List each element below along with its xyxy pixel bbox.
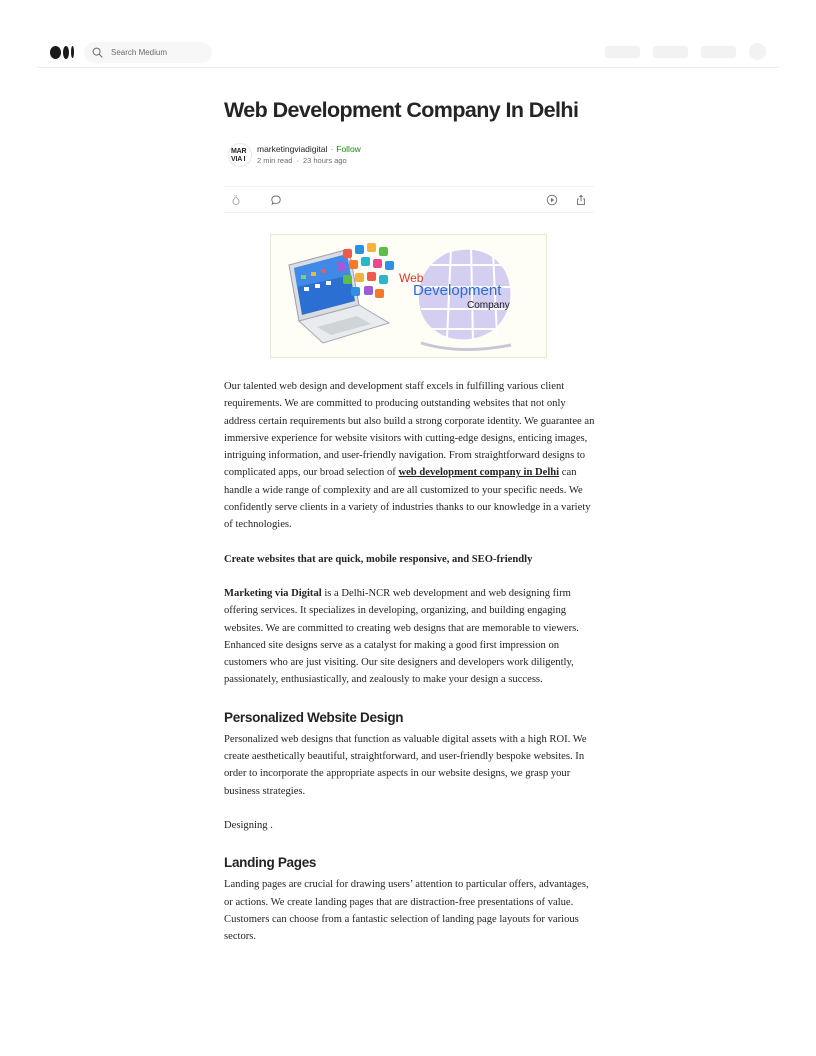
published-time: 23 hours ago bbox=[302, 156, 347, 165]
share-icon[interactable] bbox=[575, 194, 587, 206]
web-development-link[interactable]: web development company in Delhi bbox=[398, 467, 560, 479]
hero-illustration bbox=[271, 235, 547, 358]
top-nav-bar bbox=[36, 38, 780, 68]
article-action-bar bbox=[224, 186, 594, 213]
paragraph-designing: Designing . bbox=[224, 819, 273, 831]
article-meta bbox=[257, 156, 347, 165]
search-input[interactable] bbox=[111, 48, 207, 57]
author-separator: · bbox=[330, 144, 334, 154]
company-name-bold: Marketing via Digital bbox=[224, 587, 322, 599]
author-line bbox=[257, 144, 361, 154]
listen-icon[interactable] bbox=[546, 194, 558, 206]
paragraph-company bbox=[224, 585, 596, 689]
hero-text-development: Development bbox=[413, 282, 502, 299]
paragraph-subheading bbox=[224, 551, 596, 568]
avatar-text-line2: VIA I bbox=[231, 156, 246, 163]
nav-placeholder-signin[interactable] bbox=[701, 46, 736, 58]
hero-text-company: Company bbox=[467, 300, 510, 311]
author-name[interactable]: marketingviadigital bbox=[257, 144, 328, 154]
search-icon bbox=[92, 47, 103, 58]
paragraph-landing: Landing pages are crucial for drawing users’ attention to particular offers, advantages, or actions. We create landing pages that are distraction-free presentations of value. Customers can choose from a fantastic selection of landing page layouts for various sectors. bbox=[224, 879, 589, 943]
user-avatar-placeholder[interactable] bbox=[749, 43, 766, 60]
comment-icon[interactable] bbox=[270, 194, 282, 206]
article-header bbox=[224, 96, 594, 165]
search-box[interactable] bbox=[84, 42, 212, 63]
paragraph-intro-text-1: Our talented web design and development staff excels in fulfilling various client requirements. We are committed to producing outstanding websites that not only address certain requirements but also build a strong corporate identity. We guarantee an immersive experience for website visitors with cutting-edge designs, enticing images, intriguing information, and user-friendly navigation. From straightforward designs to complicated apps, our broad selection of bbox=[224, 381, 595, 479]
article-title: Web Development Company In Delhi bbox=[224, 98, 579, 122]
author-block bbox=[224, 143, 594, 171]
meta-separator: · bbox=[296, 156, 299, 165]
medium-logo-icon[interactable] bbox=[50, 45, 74, 59]
paragraph-personalized: Personalized web designs that function as valuable digital assets with a high ROI. We create aesthetically beautiful, straightforward, and user-friendly bespoke websites. In order to incorporate the appropriate aspects in our website designs, we grasp your business strategies. bbox=[224, 733, 587, 797]
paragraph-company-text: is a Delhi-NCR web development and web designing firm offering services. It specializes in developing, organizing, and building engaging websites. We are committed to creating web designs that are memorable to viewers. Enhanced site designs serve as a catalyst for making a good first impression on customers who are just visiting. Our site designers and developers work diligently, passionately, enthusiastically, and zealously to make your design a success. bbox=[224, 587, 579, 686]
follow-link[interactable]: Follow bbox=[336, 144, 361, 154]
bold-tagline: Create websites that are quick, mobile responsive, and SEO-friendly bbox=[224, 553, 533, 565]
clap-icon[interactable] bbox=[230, 194, 242, 206]
paragraph-intro-text-2: can handle a wide range of complexity and are all customized to your specific needs. We confidently serve clients in a variety of industries thanks to our knowledge in a variety of technologies. bbox=[224, 467, 591, 531]
heading-personalized-design: Personalized Website Design bbox=[224, 709, 404, 725]
nav-placeholder-signup[interactable] bbox=[653, 46, 688, 58]
hero-text-web: Web bbox=[399, 271, 424, 285]
author-avatar[interactable] bbox=[228, 143, 252, 167]
hero-image bbox=[270, 234, 547, 358]
avatar-text-line1: MAR bbox=[231, 148, 247, 155]
nav-placeholder-write[interactable] bbox=[605, 46, 640, 58]
heading-landing-pages: Landing Pages bbox=[224, 855, 317, 871]
read-time: 2 min read bbox=[257, 156, 293, 165]
paragraph-intro bbox=[224, 378, 596, 534]
article-body bbox=[224, 378, 596, 945]
